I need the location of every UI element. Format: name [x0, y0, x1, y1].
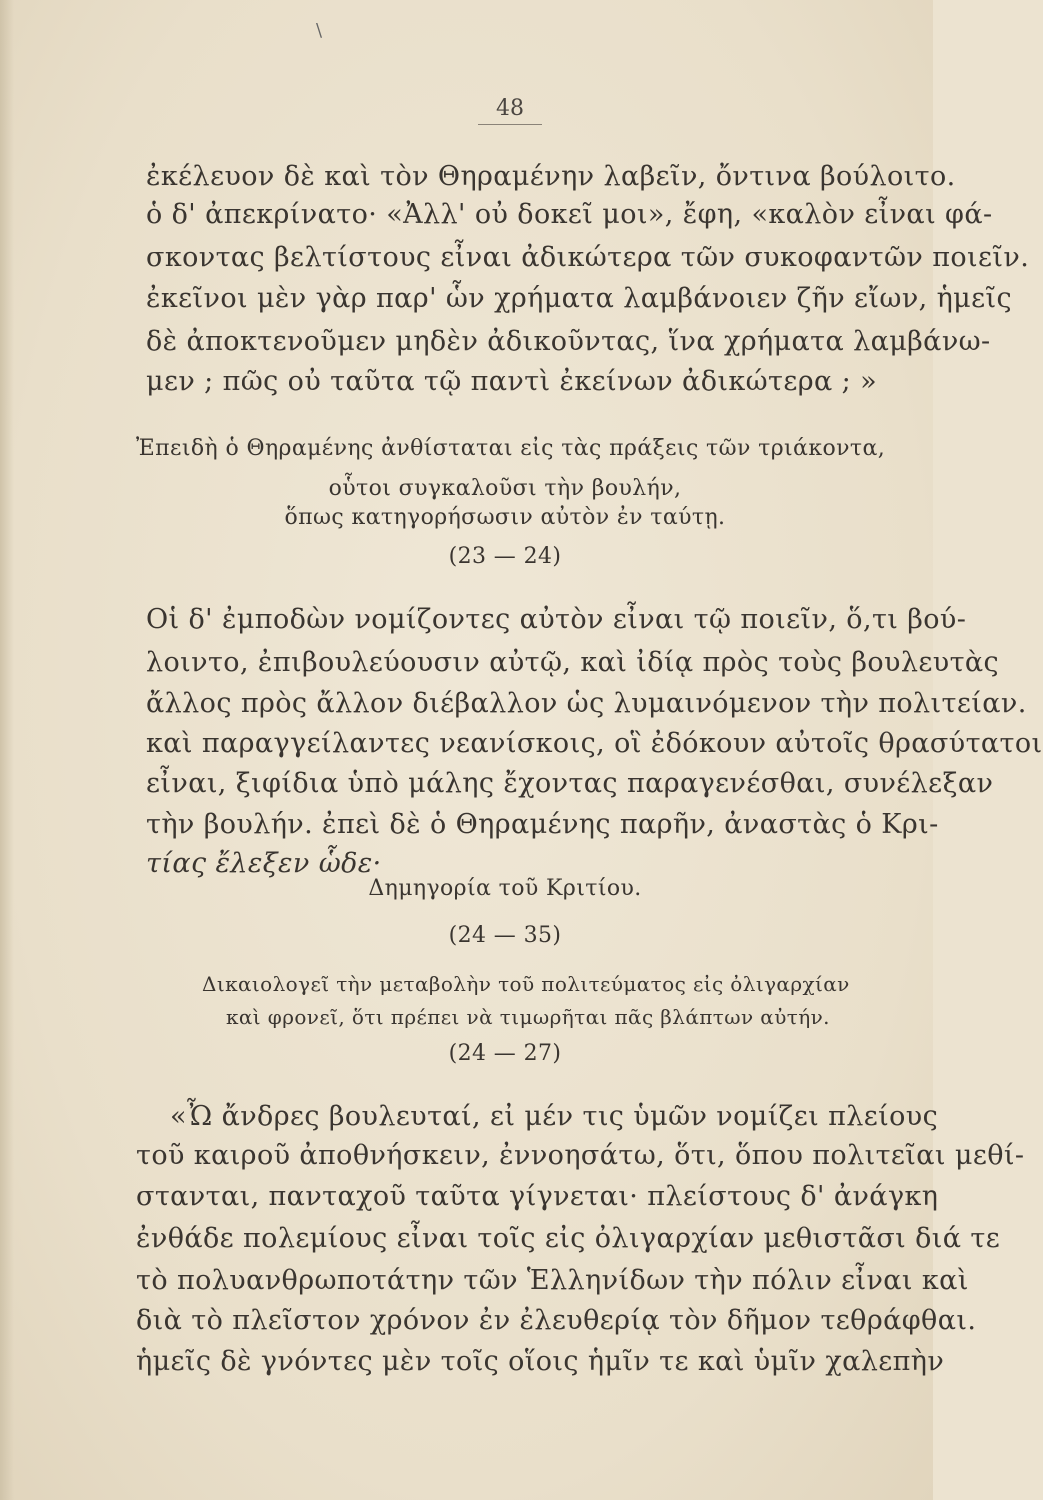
ref-label: (23 — 24)	[448, 544, 562, 569]
ref-label: (24 — 27)	[448, 1041, 562, 1066]
para3-line: ἐνθάδε πολεμίους εἶναι τοῖς εἰς ὀλιγαρχίαν μεθιστᾶσι διά τε	[136, 1223, 1001, 1254]
ref-label: (24 — 35)	[448, 923, 562, 948]
summary1-line: οὗτοι συγκαλοῦσι τὴν βουλήν,	[328, 476, 682, 501]
page-edge-shadow	[0, 0, 14, 1500]
para2-line: λοιντο, ἐπιβουλεύουσιν αὐτῷ, καὶ ἰδίᾳ πρὸς τοὺς βουλευτὰς	[146, 647, 1000, 678]
para3-line: ἡμεῖς δὲ γνόντες μὲν τοῖς οἵοις ἡμῖν τε καὶ ὑμῖν χαλεπὴν	[136, 1346, 945, 1377]
para1-line: ὁ δ' ἀπεκρίνατο· «Ἀλλ' οὐ δοκεῖ μοι», ἔφη, «καλὸν εἶναι φά-	[146, 199, 993, 230]
para1-line: σκοντας βελτίστους εἶναι ἀδικώτερα τῶν συκοφαντῶν ποιεῖν.	[146, 242, 1030, 273]
para1-line: μεν ; πῶς οὐ ταῦτα τῷ παντὶ ἐκείνων ἀδικώτερα ; »	[146, 366, 878, 397]
para3-line: τοῦ καιροῦ ἀποθνήσκειν, ἐννοησάτω, ὅτι, ὅπου πολιτεῖαι μεθί-	[136, 1140, 1025, 1171]
para1-line: δὲ ἀποκτενοῦμεν μηδὲν ἀδικοῦντας, ἵνα χρήματα λαμβάνω-	[146, 326, 991, 357]
section-heading: Δημηγορία τοῦ Κριτίου.	[368, 876, 642, 901]
summary2-line: καὶ φρονεῖ, ὅτι πρέπει νὰ τιμωρῆται πᾶς βλάπτων αὐτήν.	[226, 1005, 830, 1029]
summary1-line: Ἐπειδὴ ὁ Θηραμένης ἀνθίσταται εἰς τὰς πράξεις τῶν τριάκοντα,	[136, 436, 886, 461]
para3-line: τὸ πολυανθρωποτάτην τῶν Ἑλληνίδων τὴν πόλιν εἶναι καὶ	[136, 1265, 969, 1296]
page-number-rule	[478, 124, 542, 125]
para2-line: τὴν βουλήν. ἐπεὶ δὲ ὁ Θηραμένης παρῆν, ἀναστὰς ὁ Κρι-	[146, 809, 939, 840]
summary2-line: Δικαιολογεῖ τὴν μεταβολὴν τοῦ πολιτεύματος εἰς ὀλιγαρχίαν	[202, 972, 850, 996]
page-number: 48	[496, 96, 524, 121]
para2-line: εἶναι, ξιφίδια ὑπὸ μάλης ἔχοντας παραγενέσθαι, συνέλεξαν	[146, 768, 994, 799]
para1-line: ἐκεῖνοι μὲν γὰρ παρ' ὧν χρήματα λαμβάνοιεν ζῆν εἴων, ἡμεῖς	[146, 283, 1013, 314]
para3-line: στανται, πανταχοῦ ταῦτα γίγνεται· πλείστους δ' ἀνάγκη	[136, 1181, 939, 1212]
para2-line: τίας ἔλεξεν ὧδε·	[146, 848, 382, 879]
para3-line: διὰ τὸ πλεῖστον χρόνον ἐν ἐλευθερίᾳ τὸν δῆμον τεθράφθαι.	[136, 1305, 977, 1336]
margin-mark: \	[316, 20, 323, 41]
para2-line: ἄλλος πρὸς ἄλλον διέβαλλον ὡς λυμαινόμενον τὴν πολιτείαν.	[146, 688, 1027, 719]
summary1-line: ὅπως κατηγορήσωσιν αὐτὸν ἐν ταύτῃ.	[284, 505, 726, 530]
para3-line: «Ὦ ἄνδρες βουλευταί, εἰ μέν τις ὑμῶν νομίζει πλείους	[170, 1101, 939, 1132]
para1-line: ἐκέλευον δὲ καὶ τὸν Θηραμένην λαβεῖν, ὄντινα βούλοιτο.	[146, 161, 956, 192]
para2-line: καὶ παραγγείλαντες νεανίσκοις, οἳ ἐδόκουν αὐτοῖς θρασύτατοι	[146, 728, 1043, 759]
para2-line: Οἱ δ' ἐμποδὼν νομίζοντες αὐτὸν εἶναι τῷ ποιεῖν, ὅ,τι βού-	[146, 604, 967, 635]
